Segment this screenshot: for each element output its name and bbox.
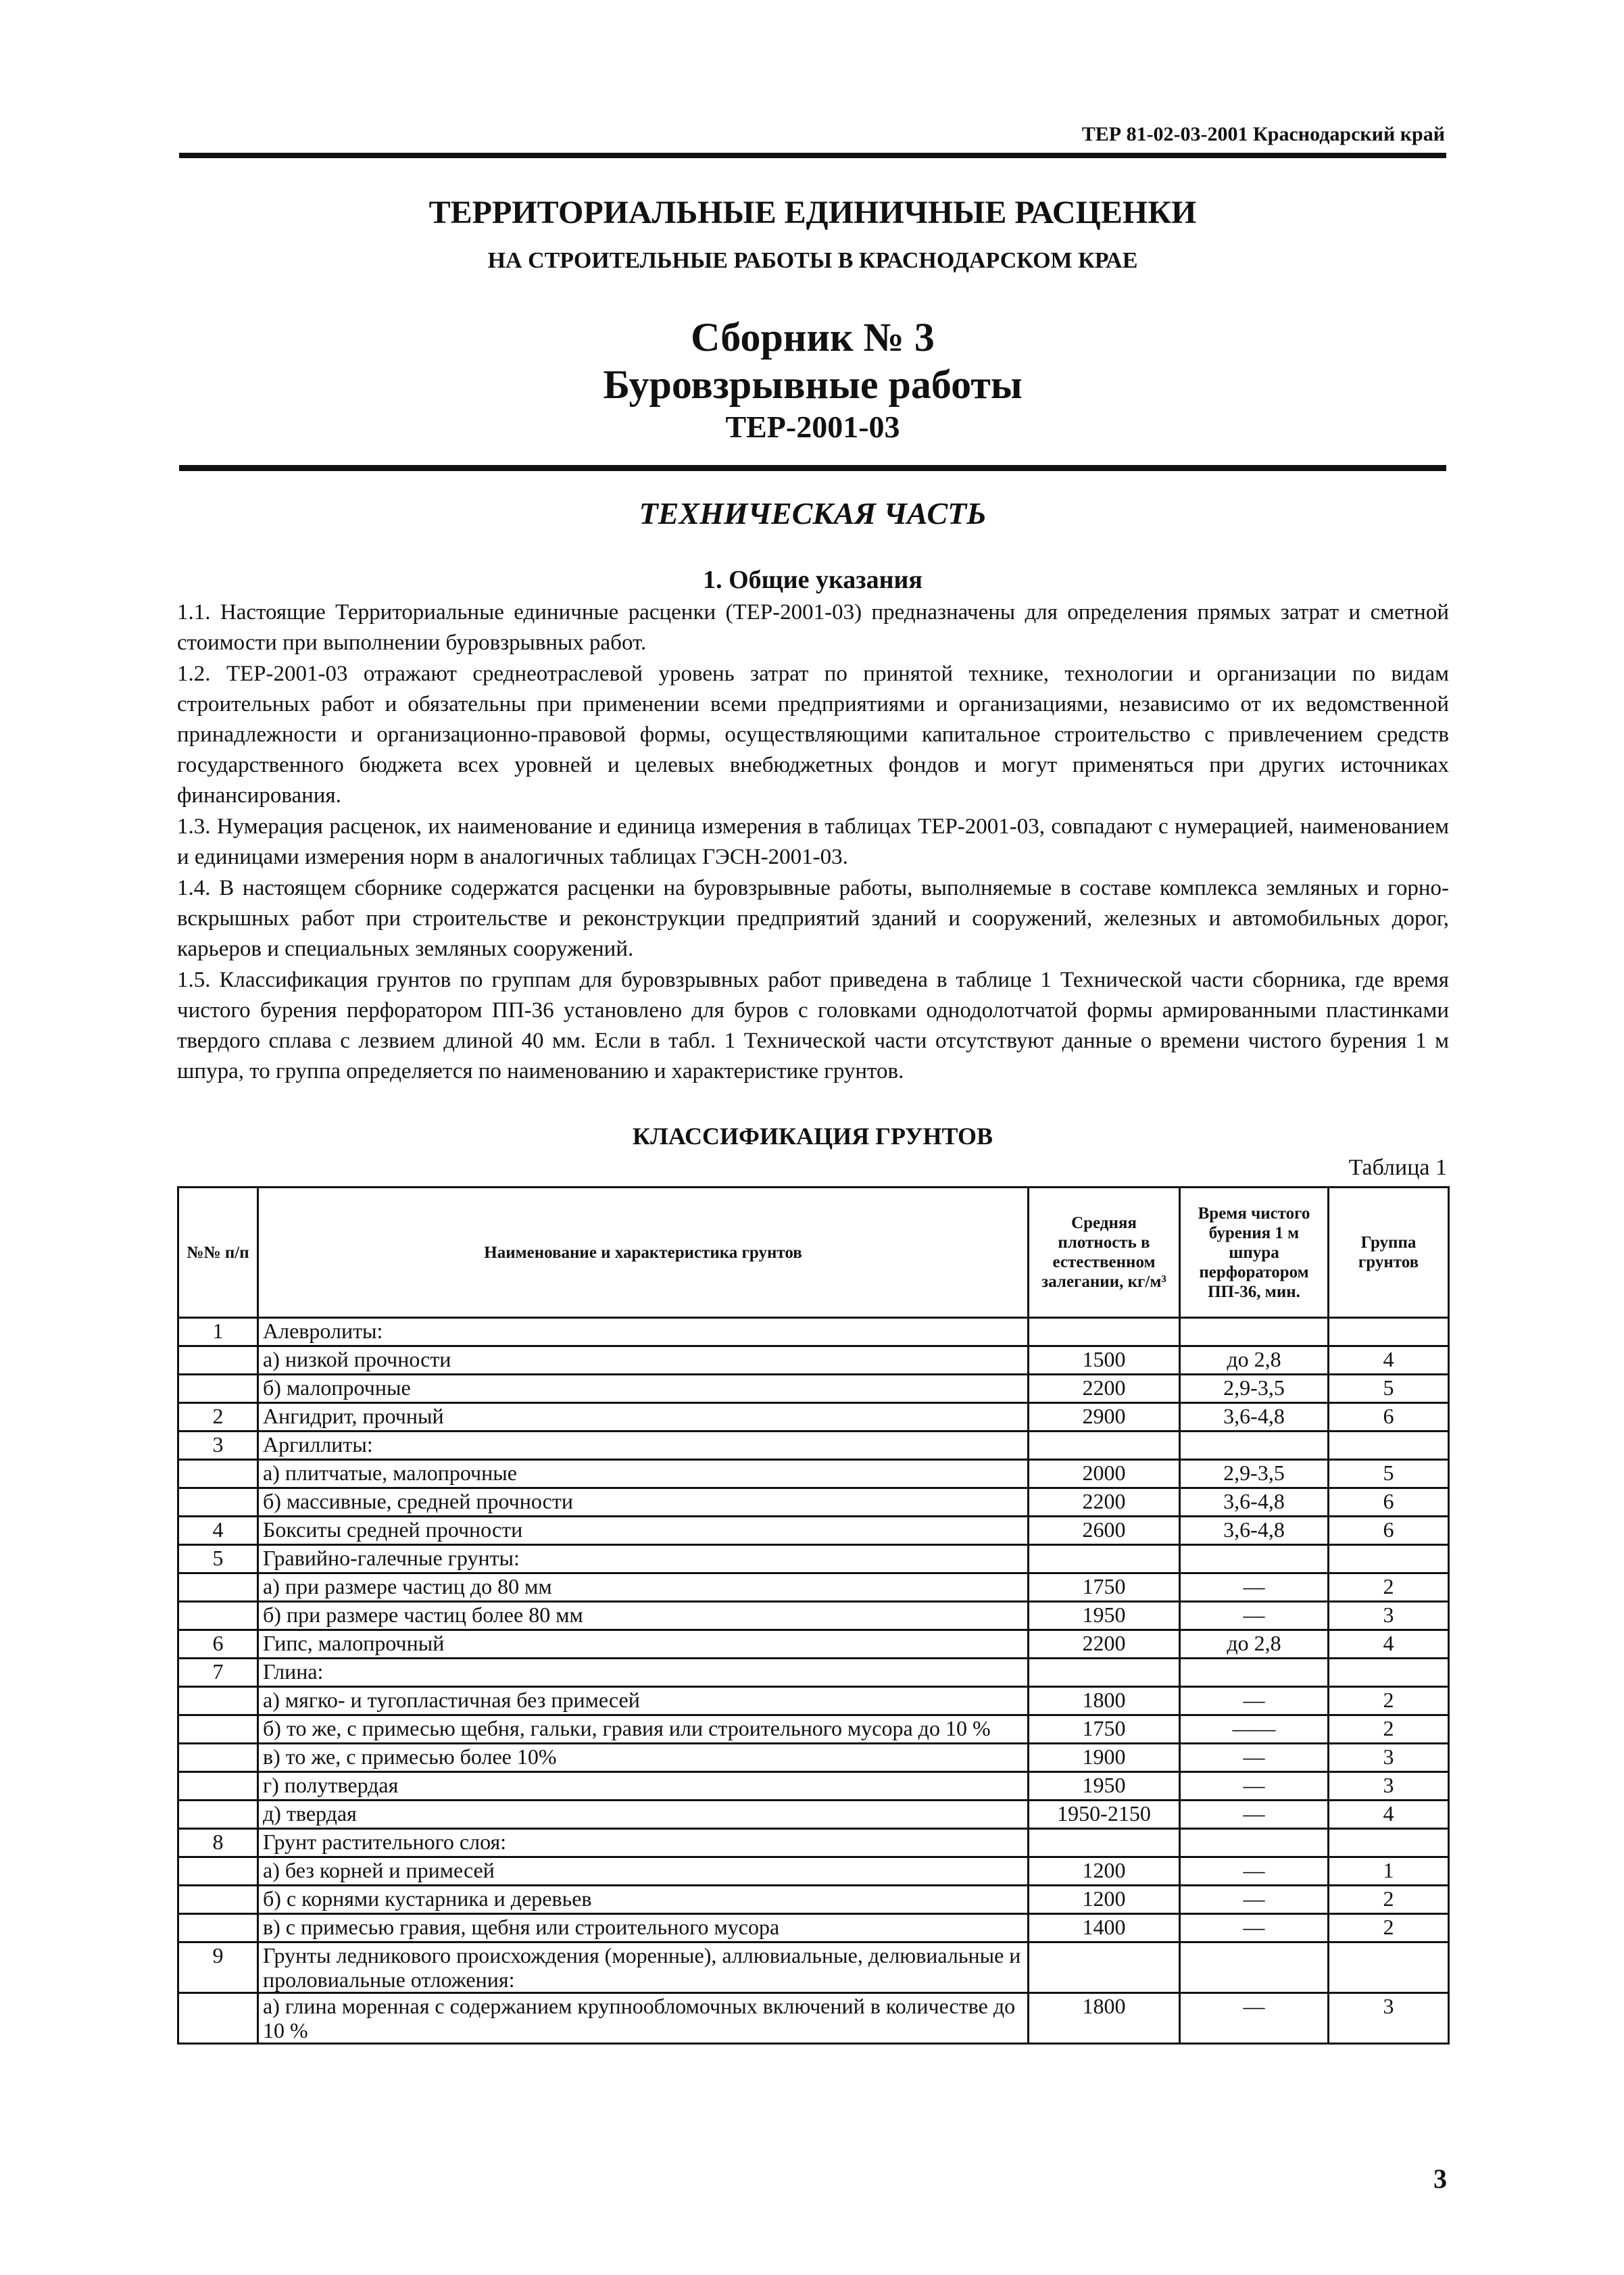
row-group-cell: 5 (1329, 1460, 1449, 1488)
row-group-cell: 2 (1329, 1687, 1449, 1715)
row-name-cell: а) низкой прочности (258, 1346, 1029, 1375)
row-time-cell: до 2,8 (1180, 1346, 1329, 1375)
row-name-cell: а) мягко- и тугопластичная без примесей (258, 1687, 1029, 1715)
row-num-cell (178, 1857, 258, 1886)
row-time-cell (1180, 1942, 1329, 1993)
row-name-cell: Гипс, малопрочный (258, 1630, 1029, 1659)
row-name-cell: Грунты ледникового происхождения (моренные), аллювиальные, делювиальные и проловиальные отложения: (258, 1942, 1029, 1993)
row-time-cell: — (1180, 1801, 1329, 1829)
table-row (178, 1460, 1449, 1488)
code-title: ТЕР-2001-03 (725, 410, 900, 444)
table-row (178, 1886, 1449, 1914)
row-num-cell: 6 (178, 1630, 258, 1659)
table-row (178, 1573, 1449, 1602)
row-name-cell: а) плитчатые, малопрочные (258, 1460, 1029, 1488)
row-density-cell: 1750 (1029, 1573, 1180, 1602)
row-time-cell: 2,9-3,5 (1180, 1460, 1329, 1488)
row-name-cell: г) полутвердая (258, 1772, 1029, 1801)
table-row (178, 1375, 1449, 1403)
row-name-cell: а) при размере частиц до 80 мм (258, 1573, 1029, 1602)
row-group-cell: 4 (1329, 1801, 1449, 1829)
row-group-cell: 2 (1329, 1886, 1449, 1914)
row-density-cell: 2200 (1029, 1375, 1180, 1403)
table-row (178, 1630, 1449, 1659)
row-density-cell (1029, 1942, 1180, 1993)
document-subtitle: НА СТРОИТЕЛЬНЫЕ РАБОТЫ В КРАСНОДАРСКОМ КРАЕ (487, 248, 1138, 273)
row-num-cell: 5 (178, 1545, 258, 1573)
general-provisions (177, 597, 1449, 1087)
running-header: ТЕР 81-02-03-2001 Краснодарский край (1081, 123, 1445, 145)
row-time-cell: — (1180, 1602, 1329, 1630)
row-density-cell: 1800 (1029, 1993, 1180, 2044)
header-density: Средняя плотность в естественном залегании, кг/м³ (1029, 1188, 1180, 1318)
table-row (178, 1432, 1449, 1460)
row-density-cell (1029, 1318, 1180, 1346)
row-density-cell: 1950 (1029, 1772, 1180, 1801)
section-heading: 1. Общие указания (703, 566, 922, 594)
row-group-cell: 3 (1329, 1744, 1449, 1772)
paragraph: 1.1. Настоящие Территориальные единичные расценки (ТЕР-2001-03) предназначены для определения прямых затрат и сметной стоимости при выполнении буровзрывных работ. (177, 600, 1449, 655)
row-time-cell (1180, 1829, 1329, 1857)
row-name-cell: Бокситы средней прочности (258, 1517, 1029, 1545)
row-num-cell (178, 1488, 258, 1517)
row-num-cell (178, 1715, 258, 1744)
table-row (178, 1318, 1449, 1346)
row-name-cell: Гравийно-галечные грунты: (258, 1545, 1029, 1573)
row-density-cell (1029, 1432, 1180, 1460)
row-time-cell: — (1180, 1573, 1329, 1602)
row-group-cell: 4 (1329, 1346, 1449, 1375)
row-time-cell: до 2,8 (1180, 1630, 1329, 1659)
row-group-cell (1329, 1432, 1449, 1460)
collection-title: Сборник № 3 (691, 315, 935, 360)
row-name-cell: в) то же, с примесью более 10% (258, 1744, 1029, 1772)
row-density-cell (1029, 1659, 1180, 1687)
row-density-cell (1029, 1545, 1180, 1573)
row-density-cell: 1200 (1029, 1857, 1180, 1886)
row-group-cell: 6 (1329, 1403, 1449, 1432)
row-name-cell: а) глина моренная с содержанием крупнообломочных включений в количестве до 10 % (258, 1993, 1029, 2044)
row-group-cell: 6 (1329, 1488, 1449, 1517)
paragraph: 1.2. ТЕР-2001-03 отражают среднеотраслевой уровень затрат по принятой технике, технологии и организации по видам строительных работ и обязательны при применении всеми предприятиями и организациями, независимо от их ведомственной принадлежности и организационно-правовой формы, осуществляющими капитальное строительство с привлечением средств государственного бюджета всех уровней и целевых внебюджетных фондов и могут применяться при других источниках финансирования. (177, 662, 1449, 808)
header-num: №№ п/п (178, 1188, 258, 1318)
row-density-cell: 2200 (1029, 1630, 1180, 1659)
row-name-cell: в) с примесью гравия, щебня или строительного мусора (258, 1914, 1029, 1942)
table-row (178, 1829, 1449, 1857)
row-density-cell: 1200 (1029, 1886, 1180, 1914)
row-num-cell (178, 1801, 258, 1829)
table-row (178, 1687, 1449, 1715)
row-density-cell: 1400 (1029, 1914, 1180, 1942)
table-row (178, 1659, 1449, 1687)
row-num-cell (178, 1375, 258, 1403)
row-time-cell: — (1180, 1687, 1329, 1715)
header-time: Время чистого бурения 1 м шпура перфоратором ПП-36, мин. (1180, 1188, 1329, 1318)
row-group-cell (1329, 1659, 1449, 1687)
row-time-cell: —— (1180, 1715, 1329, 1744)
table-row (178, 1488, 1449, 1517)
row-name-cell: б) то же, с примесью щебня, гальки, гравия или строительного мусора до 10 % (258, 1715, 1029, 1744)
row-name-cell: Глина: (258, 1659, 1029, 1687)
row-num-cell: 9 (178, 1942, 258, 1993)
row-group-cell (1329, 1829, 1449, 1857)
row-name-cell: Алевролиты: (258, 1318, 1029, 1346)
table-label: Таблица 1 (1348, 1155, 1447, 1180)
row-group-cell: 2 (1329, 1914, 1449, 1942)
table-row (178, 1857, 1449, 1886)
row-density-cell: 2600 (1029, 1517, 1180, 1545)
row-time-cell (1180, 1545, 1329, 1573)
table-row (178, 1801, 1449, 1829)
row-group-cell (1329, 1318, 1449, 1346)
row-group-cell: 3 (1329, 1993, 1449, 2044)
row-time-cell: — (1180, 1914, 1329, 1942)
row-time-cell (1180, 1659, 1329, 1687)
row-group-cell: 2 (1329, 1573, 1449, 1602)
paragraph: 1.3. Нумерация расценок, их наименование и единица измерения в таблицах ТЕР-2001-03, совпадают с нумерацией, наименованием и единицами измерения норм в аналогичных таблицах ГЭСН-2001-03. (177, 814, 1449, 869)
document-title: ТЕРРИТОРИАЛЬНЫЕ ЕДИНИЧНЫЕ РАСЦЕНКИ (428, 195, 1197, 230)
row-group-cell (1329, 1942, 1449, 1993)
part-heading: ТЕХНИЧЕСКАЯ ЧАСТЬ (639, 496, 987, 531)
row-time-cell: — (1180, 1993, 1329, 2044)
table-row (178, 1346, 1449, 1375)
row-time-cell (1180, 1432, 1329, 1460)
row-time-cell: — (1180, 1772, 1329, 1801)
header-name: Наименование и характеристика грунтов (258, 1188, 1029, 1318)
row-time-cell: 3,6-4,8 (1180, 1488, 1329, 1517)
row-name-cell: Грунт растительного слоя: (258, 1829, 1029, 1857)
row-group-cell: 1 (1329, 1857, 1449, 1886)
row-group-cell: 3 (1329, 1772, 1449, 1801)
row-density-cell: 1900 (1029, 1744, 1180, 1772)
row-density-cell: 2200 (1029, 1488, 1180, 1517)
row-num-cell (178, 1914, 258, 1942)
table-title: КЛАССИФИКАЦИЯ ГРУНТОВ (632, 1123, 993, 1150)
row-group-cell: 6 (1329, 1517, 1449, 1545)
row-time-cell: 2,9-3,5 (1180, 1375, 1329, 1403)
header-rule (179, 153, 1446, 158)
row-num-cell: 1 (178, 1318, 258, 1346)
row-density-cell: 1950 (1029, 1602, 1180, 1630)
row-group-cell: 4 (1329, 1630, 1449, 1659)
row-density-cell: 1750 (1029, 1715, 1180, 1744)
row-density-cell: 1950-2150 (1029, 1801, 1180, 1829)
row-density-cell: 2000 (1029, 1460, 1180, 1488)
row-name-cell: д) твердая (258, 1801, 1029, 1829)
row-num-cell: 3 (178, 1432, 258, 1460)
table-row (178, 1772, 1449, 1801)
table-row (178, 1545, 1449, 1573)
row-time-cell: — (1180, 1886, 1329, 1914)
row-time-cell (1180, 1318, 1329, 1346)
row-num-cell (178, 1886, 258, 1914)
row-name-cell: а) без корней и примесей (258, 1857, 1029, 1886)
table-row (178, 1993, 1449, 2044)
row-num-cell (178, 1460, 258, 1488)
row-time-cell: 3,6-4,8 (1180, 1517, 1329, 1545)
row-name-cell: б) малопрочные (258, 1375, 1029, 1403)
row-time-cell: 3,6-4,8 (1180, 1403, 1329, 1432)
row-group-cell: 3 (1329, 1602, 1449, 1630)
row-num-cell: 4 (178, 1517, 258, 1545)
row-group-cell: 5 (1329, 1375, 1449, 1403)
row-num-cell (178, 1346, 258, 1375)
table-row (178, 1715, 1449, 1744)
table-header-row (178, 1188, 1449, 1318)
row-group-cell (1329, 1545, 1449, 1573)
row-num-cell (178, 1573, 258, 1602)
row-num-cell (178, 1687, 258, 1715)
row-density-cell: 2900 (1029, 1403, 1180, 1432)
paragraph: 1.4. В настоящем сборнике содержатся расценки на буровзрывные работы, выполняемые в составе комплекса земляных и горно-вскрышных работ при строительстве и реконструкции предприятий зданий и сооружений, железных и автомобильных дорог, карьеров и специальных земляных сооружений. (177, 876, 1449, 961)
table-row (178, 1914, 1449, 1942)
row-name-cell: Аргиллиты: (258, 1432, 1029, 1460)
paragraph: 1.5. Классификация грунтов по группам для буровзрывных работ приведена в таблице 1 Технической части сборника, где время чистого бурения перфоратором ПП-36 установлено для буров с головками однодолотчатой формы армированными пластинками твердого сплава с лезвием длиной 40 мм. Если в табл. 1 Технической части отсутствуют данные о времени чистого бурения 1 м шпура, то группа определяется по наименованию и характеристике грунтов. (177, 968, 1449, 1083)
table-row (178, 1403, 1449, 1432)
title-rule (179, 465, 1446, 471)
row-density-cell: 1500 (1029, 1346, 1180, 1375)
row-num-cell: 2 (178, 1403, 258, 1432)
works-title: Буровзрывные работы (603, 362, 1023, 407)
table-row (178, 1517, 1449, 1545)
row-density-cell: 1800 (1029, 1687, 1180, 1715)
row-name-cell: Ангидрит, прочный (258, 1403, 1029, 1432)
row-group-cell: 2 (1329, 1715, 1449, 1744)
row-num-cell (178, 1744, 258, 1772)
soil-classification-table (177, 1186, 1450, 2045)
table-row (178, 1744, 1449, 1772)
row-num-cell: 7 (178, 1659, 258, 1687)
table-body (178, 1318, 1449, 2044)
table-row (178, 1602, 1449, 1630)
row-time-cell: — (1180, 1744, 1329, 1772)
row-num-cell (178, 1993, 258, 2044)
row-num-cell: 8 (178, 1829, 258, 1857)
page-number: 3 (1433, 2163, 1447, 2194)
row-num-cell (178, 1602, 258, 1630)
row-time-cell: — (1180, 1857, 1329, 1886)
table-row (178, 1942, 1449, 1993)
header-group: Группа грунтов (1329, 1188, 1449, 1318)
row-name-cell: б) с корнями кустарника и деревьев (258, 1886, 1029, 1914)
row-num-cell (178, 1772, 258, 1801)
row-name-cell: б) массивные, средней прочности (258, 1488, 1029, 1517)
row-density-cell (1029, 1829, 1180, 1857)
row-name-cell: б) при размере частиц более 80 мм (258, 1602, 1029, 1630)
